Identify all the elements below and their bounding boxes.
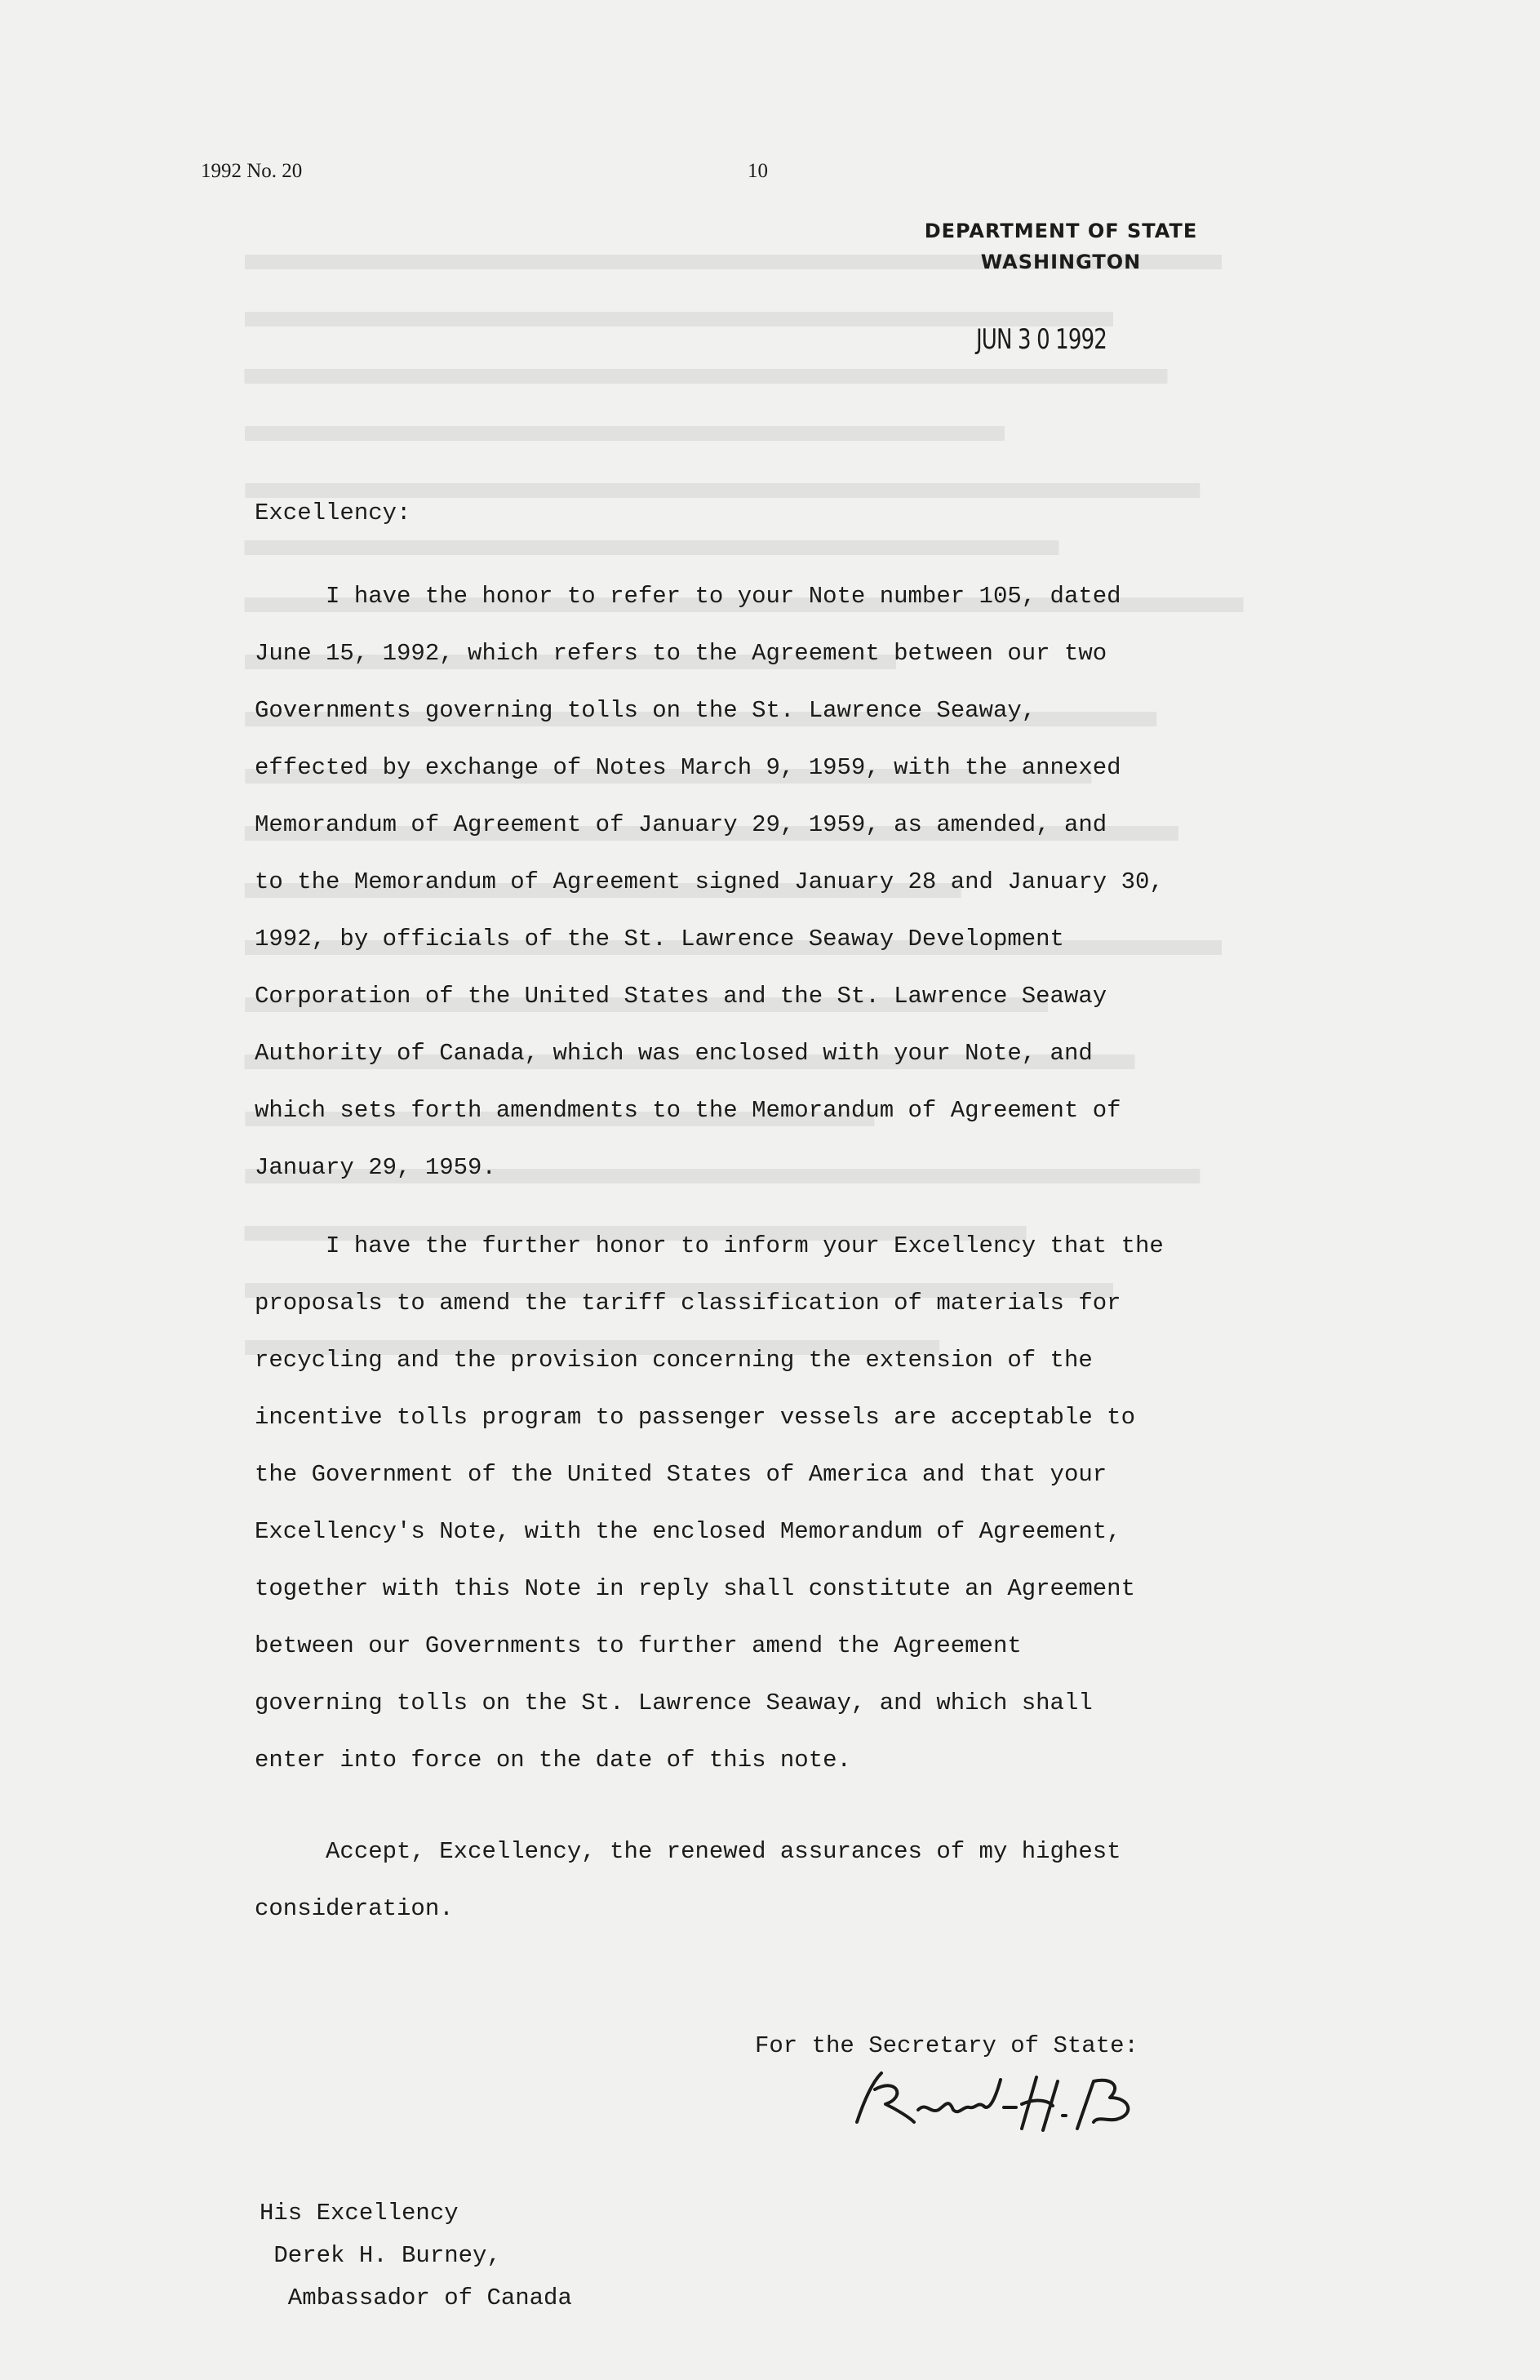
body-paragraph: I have the honor to refer to your Note number 105, dated June 15, 1992, which refers to the Agreement between our two Governments governing tolls on the St. Lawrence Seaway, effected by exchange of Notes March 9, 1959, with the annexed Memorandum of Agreement of January 29, 1959, as amended, and to the Memorandum of Agreement signed January 28 and January 30, 1992, by officials of the St. Lawrence Seaway Development Corporation of the United States and the St. Lawrence Seaway Authority of Canada, which was enclosed with your Note, and which sets forth amendments to the Memorandum of Agreement of January 29, 1959.	[255, 583, 1164, 1181]
letterhead-city: WASHINGTON	[980, 251, 1142, 273]
salutation: Excellency:	[255, 500, 411, 526]
recipient-name: Derek H. Burney,	[260, 2242, 501, 2269]
handwritten-signature	[849, 2065, 1159, 2138]
recipient-title: His Excellency	[260, 2200, 459, 2227]
body-paragraph: Accept, Excellency, the renewed assurances of my highest consideration.	[255, 1838, 1121, 1922]
letterhead	[890, 215, 1232, 278]
date-stamp: JUN 3 0 1992	[976, 323, 1107, 356]
closing-line: For the Secretary of State:	[755, 2032, 1138, 2059]
body-paragraph: I have the further honor to inform your Excellency that the proposals to amend the tariff classification of materials for recycling and the provision concerning the extension of the incentive tolls program to passenger vessels are acceptable to the Government of the United States of America and that your Excellency's Note, with the enclosed Memorandum of Agreement, together with this Note in reply shall constitute an Agreement between our Governments to further amend the Agreement governing tolls on the St. Lawrence Seaway, and which shall enter into force on the date of this note.	[255, 1232, 1164, 1774]
recipient-address	[260, 2192, 572, 2320]
letterhead-department: DEPARTMENT OF STATE	[924, 220, 1198, 242]
recipient-position: Ambassador of Canada	[260, 2285, 572, 2311]
page-header	[0, 160, 1540, 193]
document-reference: 1992 No. 20	[201, 160, 303, 182]
page-number: 10	[748, 160, 768, 182]
